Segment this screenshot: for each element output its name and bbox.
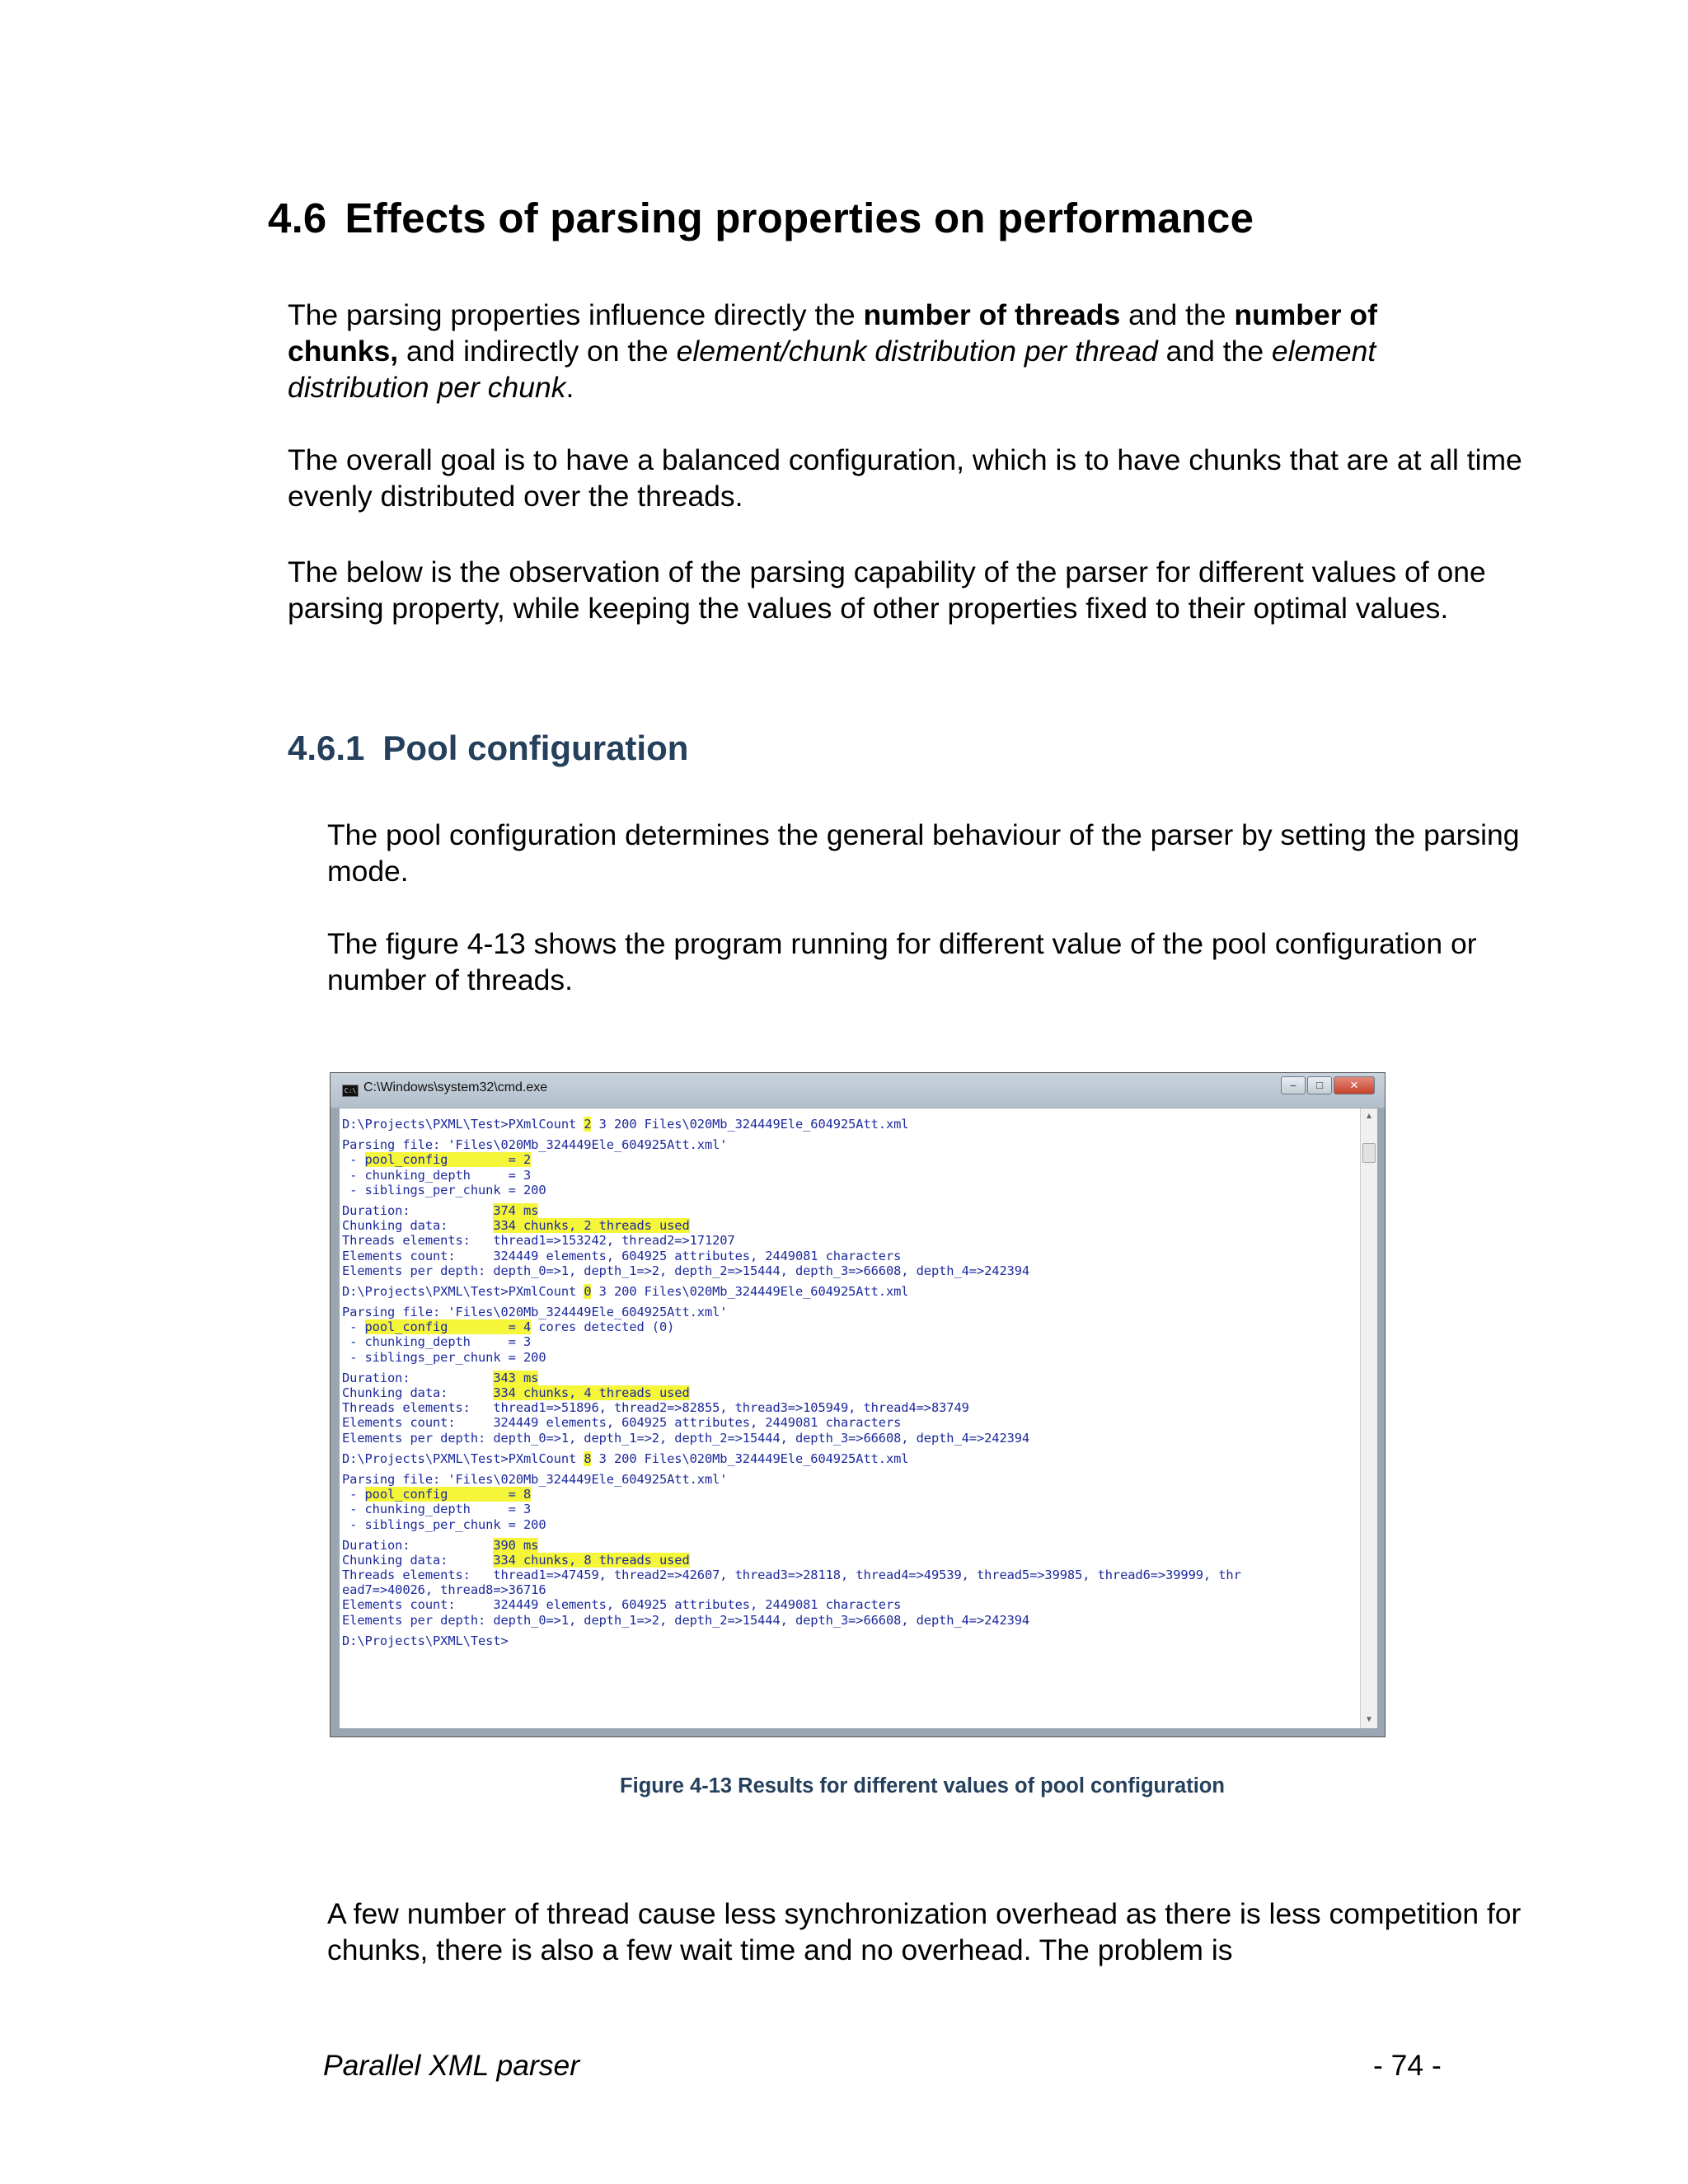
- console-blank-line: [342, 1299, 1241, 1305]
- console-blank-line: [342, 1466, 1241, 1472]
- footer-page-number: - 74 -: [1373, 2049, 1442, 2082]
- scroll-thumb: [1362, 1143, 1376, 1163]
- console-text: -: [342, 1487, 365, 1502]
- console-line: [342, 1183, 1241, 1197]
- console-highlight: 334 chunks, 8 threads used: [493, 1552, 690, 1568]
- console-line: [342, 1582, 1241, 1597]
- console-text: - chunking_depth = 3: [342, 1167, 532, 1183]
- footer-title: Parallel XML parser: [323, 2049, 580, 2082]
- console-text: Elements per depth: depth_0=>1, depth_1=>2, depth_2=>15444, depth_3=>66608, depth_4=>242394: [342, 1612, 1030, 1628]
- console-line: [342, 1415, 1241, 1430]
- section-number: 4.6: [268, 194, 327, 241]
- console-text: Elements per depth: depth_0=>1, depth_1=>2, depth_2=>15444, depth_3=>66608, depth_4=>242394: [342, 1430, 1030, 1446]
- window-title: C:\Windows\system32\cmd.exe: [363, 1080, 548, 1094]
- section-title: Effects of parsing properties on performance: [345, 194, 1254, 241]
- console-line: [342, 1263, 1241, 1278]
- console-lines: [342, 1117, 1241, 1648]
- console-blank-line: [342, 1532, 1241, 1538]
- console-highlight: 374 ms: [493, 1202, 539, 1218]
- console-line: [342, 1168, 1241, 1183]
- console-line: [342, 1117, 1241, 1132]
- console-line: [342, 1218, 1241, 1233]
- console-blank-line: [342, 1132, 1241, 1137]
- console-line: [342, 1633, 1241, 1648]
- console-text: D:\Projects\PXML\Test>: [342, 1633, 509, 1648]
- console-text: Threads elements: thread1=>51896, thread2=>82855, thread3=>105949, thread4=>83749: [342, 1400, 969, 1416]
- console-highlight: 0: [584, 1283, 592, 1299]
- intro-paragraph-1-run: number of chunks,: [288, 298, 1377, 368]
- console-text: Parsing file: 'Files\020Mb_324449Ele_604925Att.xml': [342, 1471, 728, 1487]
- console-text: - chunking_depth = 3: [342, 1334, 532, 1350]
- intro-paragraph-2: The overall goal is to have a balanced configuration, which is to have chunks that are at all time evenly distributed over the threads.: [288, 443, 1522, 513]
- figure-caption: [0, 1774, 1688, 1798]
- window-titlebar: [331, 1073, 1385, 1108]
- window-controls: [1281, 1076, 1375, 1094]
- console-line: [342, 1451, 1241, 1466]
- figure-caption-text: Figure 4-13 Results for different values of pool configuration: [620, 1774, 1225, 1797]
- console-output: [340, 1108, 1360, 1728]
- console-highlight: pool_config = 4: [364, 1319, 532, 1335]
- console-line: [342, 1400, 1241, 1415]
- console-text: Chunking data:: [342, 1552, 494, 1568]
- console-text: D:\Projects\PXML\Test>PXmlCount: [342, 1451, 584, 1466]
- console-text: - siblings_per_chunk = 200: [342, 1349, 546, 1365]
- after-paragraph-1: A few number of thread cause less synchronization overhead as there is less competition for chunks, there is also a few wait time and no overhead. The problem is: [327, 1897, 1522, 1966]
- intro-paragraph-1-run: element/chunk distribution per thread: [676, 335, 1158, 368]
- intro-paragraph-1-run: .: [565, 371, 574, 404]
- cmd-icon: C:\: [342, 1085, 359, 1097]
- subsection-heading: [288, 729, 688, 768]
- console-line: [342, 1233, 1241, 1248]
- console-line: [342, 1553, 1241, 1568]
- console-line: [342, 1203, 1241, 1218]
- intro-paragraph-1-run: and the: [1157, 335, 1272, 368]
- console-text: cores detected (0): [531, 1319, 675, 1335]
- pool-paragraph-1: The pool configuration determines the general behaviour of the parser by setting the parsing mode.: [327, 818, 1520, 888]
- maximize-icon: □: [1307, 1076, 1332, 1094]
- console-text: - siblings_per_chunk = 200: [342, 1182, 546, 1197]
- console-text: Parsing file: 'Files\020Mb_324449Ele_604925Att.xml': [342, 1305, 728, 1320]
- console-blank-line: [342, 1197, 1241, 1203]
- console-line: [342, 1137, 1241, 1152]
- console-line: [342, 1613, 1241, 1628]
- intro-paragraph-1-run: The parsing properties influence directly the: [288, 298, 864, 331]
- section-heading: [268, 194, 1254, 242]
- console-line: [342, 1487, 1241, 1502]
- intro-paragraph-3: The below is the observation of the parsing capability of the parser for different values of one parsing property, while keeping the values of other properties fixed to their optimal values.: [288, 555, 1486, 625]
- console-text: 3 200 Files\020Mb_324449Ele_604925Att.xml: [591, 1451, 909, 1466]
- console-text: Parsing file: 'Files\020Mb_324449Ele_604925Att.xml': [342, 1137, 728, 1153]
- console-text: Chunking data:: [342, 1218, 494, 1234]
- console-blank-line: [342, 1365, 1241, 1371]
- console-text: Duration:: [342, 1202, 494, 1218]
- console-text: -: [342, 1152, 365, 1168]
- console-text: Duration:: [342, 1370, 494, 1385]
- console-text: Threads elements: thread1=>153242, thread2=>171207: [342, 1233, 735, 1249]
- intro-paragraph-1: [288, 297, 1483, 405]
- console-text: D:\Projects\PXML\Test>PXmlCount: [342, 1283, 584, 1299]
- console-line: [342, 1249, 1241, 1263]
- console-text: Elements count: 324449 elements, 604925 attributes, 2449081 characters: [342, 1248, 902, 1263]
- console-text: - chunking_depth = 3: [342, 1502, 532, 1517]
- intro-paragraph-1-run: element distribution per chunk: [288, 335, 1376, 404]
- cmd-window-screenshot: [330, 1072, 1386, 1737]
- console-highlight: 2: [584, 1117, 592, 1132]
- console-text: Threads elements: thread1=>47459, thread2=>42607, thread3=>28118, thread4=>49539, thread5=>39985, thread6=>39999, thr: [342, 1568, 1241, 1583]
- console-line: [342, 1350, 1241, 1365]
- console-line: [342, 1319, 1241, 1334]
- console-text: Chunking data:: [342, 1385, 494, 1400]
- console-scrollbar: [1360, 1108, 1377, 1728]
- console-line: [342, 1152, 1241, 1167]
- console-highlight: 343 ms: [493, 1370, 539, 1385]
- console-line: [342, 1284, 1241, 1299]
- console-blank-line: [342, 1628, 1241, 1633]
- console-text: Elements count: 324449 elements, 604925 attributes, 2449081 characters: [342, 1597, 902, 1613]
- intro-paragraph-1-run: and the: [1120, 298, 1235, 331]
- console-text: D:\Projects\PXML\Test>PXmlCount: [342, 1117, 584, 1132]
- console-line: [342, 1385, 1241, 1400]
- console-highlight: 8: [584, 1451, 592, 1466]
- console-text: - siblings_per_chunk = 200: [342, 1516, 546, 1532]
- console-line: [342, 1431, 1241, 1446]
- console-line: [342, 1305, 1241, 1319]
- subsection-number: 4.6.1: [288, 729, 365, 767]
- console-text: 3 200 Files\020Mb_324449Ele_604925Att.xml: [591, 1117, 909, 1132]
- console-highlight: pool_config = 2: [364, 1152, 532, 1168]
- console-line: [342, 1597, 1241, 1612]
- scroll-down-icon: ▼: [1365, 1715, 1373, 1724]
- console-line: [342, 1568, 1241, 1582]
- scroll-up-icon: ▲: [1365, 1112, 1373, 1121]
- console-text: Elements count: 324449 elements, 604925 attributes, 2449081 characters: [342, 1415, 902, 1431]
- intro-paragraph-1-run: number of threads: [863, 298, 1121, 331]
- close-icon: ✕: [1334, 1076, 1375, 1094]
- console-blank-line: [342, 1446, 1241, 1451]
- console-line: [342, 1371, 1241, 1385]
- console-line: [342, 1334, 1241, 1349]
- console-text: Elements per depth: depth_0=>1, depth_1=>2, depth_2=>15444, depth_3=>66608, depth_4=>242394: [342, 1263, 1030, 1278]
- console-text: Duration:: [342, 1537, 494, 1553]
- console-highlight: 390 ms: [493, 1537, 539, 1553]
- console-highlight: 334 chunks, 2 threads used: [493, 1218, 690, 1234]
- console-text: -: [342, 1319, 365, 1335]
- console-highlight: pool_config = 8: [364, 1487, 532, 1502]
- subsection-title: Pool configuration: [382, 729, 689, 767]
- intro-paragraph-1-run: and indirectly on the: [398, 335, 677, 368]
- console-line: [342, 1538, 1241, 1553]
- console-line: [342, 1502, 1241, 1516]
- console-text: 3 200 Files\020Mb_324449Ele_604925Att.xml: [591, 1283, 909, 1299]
- minimize-icon: –: [1281, 1076, 1306, 1094]
- pool-paragraph-2: The figure 4-13 shows the program running for different value of the pool configuration or number of threads.: [327, 927, 1477, 996]
- console-text: ead7=>40026, thread8=>36716: [342, 1582, 546, 1598]
- console-line: [342, 1472, 1241, 1487]
- console-blank-line: [342, 1278, 1241, 1284]
- console-highlight: 334 chunks, 4 threads used: [493, 1385, 690, 1400]
- console-line: [342, 1517, 1241, 1532]
